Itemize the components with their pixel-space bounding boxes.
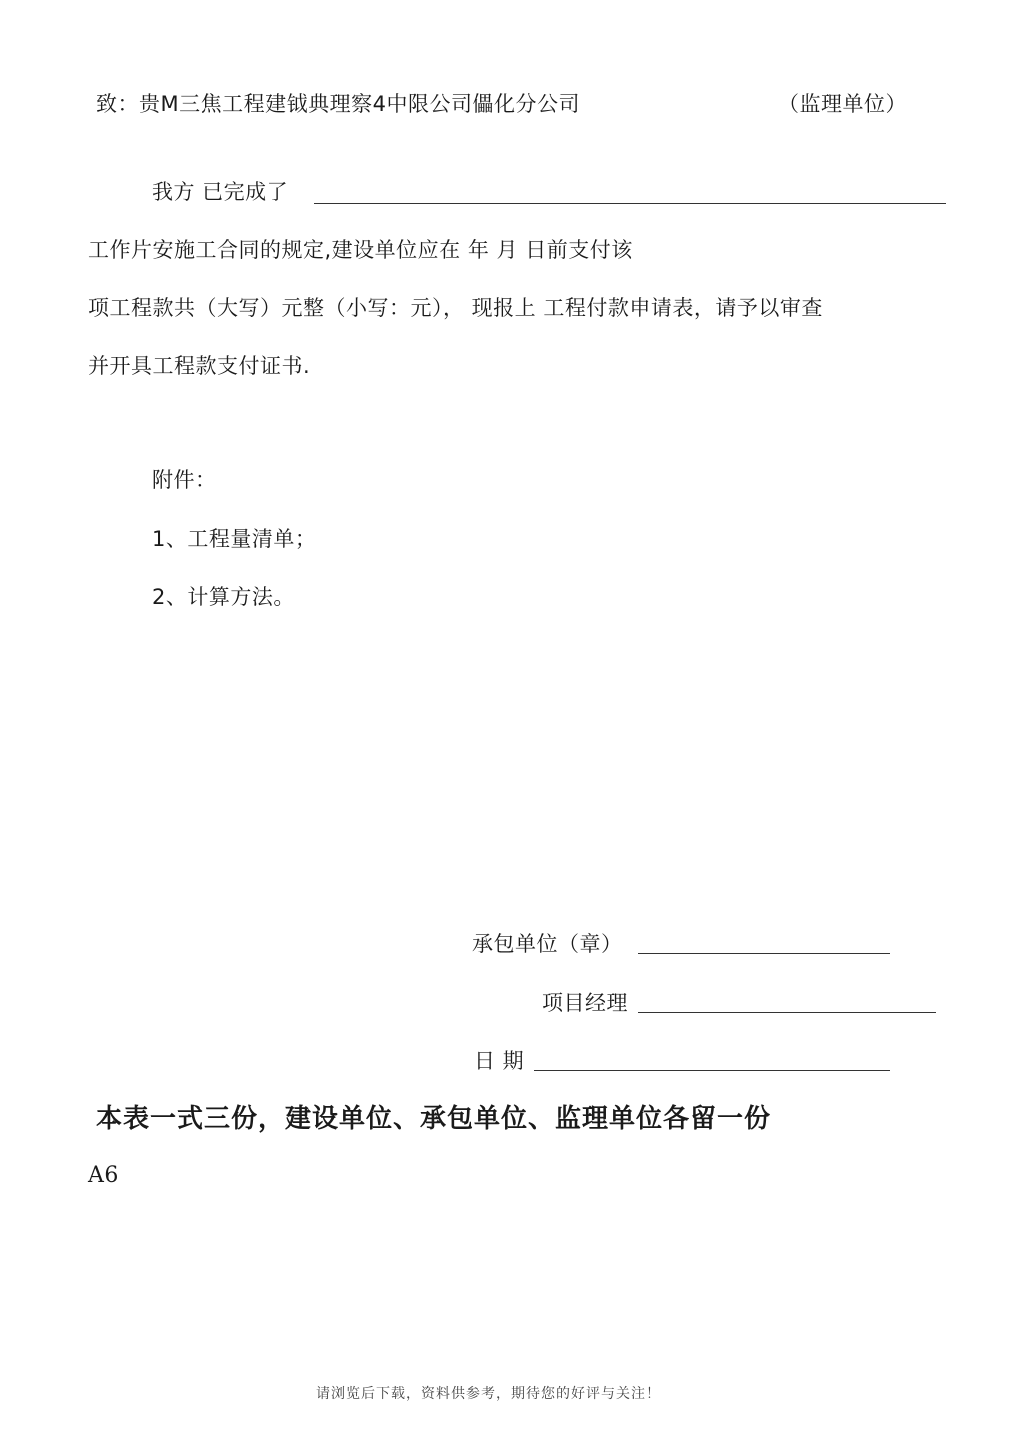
body-line-3: 项工程款共（大写）元整（小写：元）， 现报上 工程付款申请表，请予以审查 [88,296,823,320]
attachment-item: 1、工程量清单； [152,527,317,551]
addressee-prefix: 致： [96,92,139,116]
completed-label: 我方 已完成了 [152,180,289,204]
form-code: A6 [88,1163,119,1188]
copies-note: 本表一式三份，建设单位、承包单位、监理单位各留一份 [96,1104,772,1134]
attachment-item: 2、计算方法。 [152,585,295,609]
body-line-2: 工作片安施工合同的规定,建设单位应在 年 月 日前支付该 [88,238,633,262]
body-line-4: 并开具工程款支付证书. [88,354,311,378]
contractor-label: 承包单位（章） [472,932,623,956]
contractor-blank[interactable] [638,935,890,954]
addressee-line [96,90,580,118]
attachments-heading: 附件： [152,468,217,492]
addressee-company: 贵M三焦工程建钺典理察4中限公司儡化分公司 [139,92,580,116]
date-blank[interactable] [534,1052,890,1071]
date-label: 日 期 [474,1049,525,1073]
manager-label: 项目经理 [542,991,628,1015]
body-line-1 [152,178,288,206]
addressee-role: （监理单位） [778,92,907,116]
manager-blank[interactable] [638,994,936,1013]
completed-work-blank[interactable] [314,185,946,204]
page-footer: 请浏览后下载，资料供参考，期待您的好评与关注！ [316,1386,661,1402]
